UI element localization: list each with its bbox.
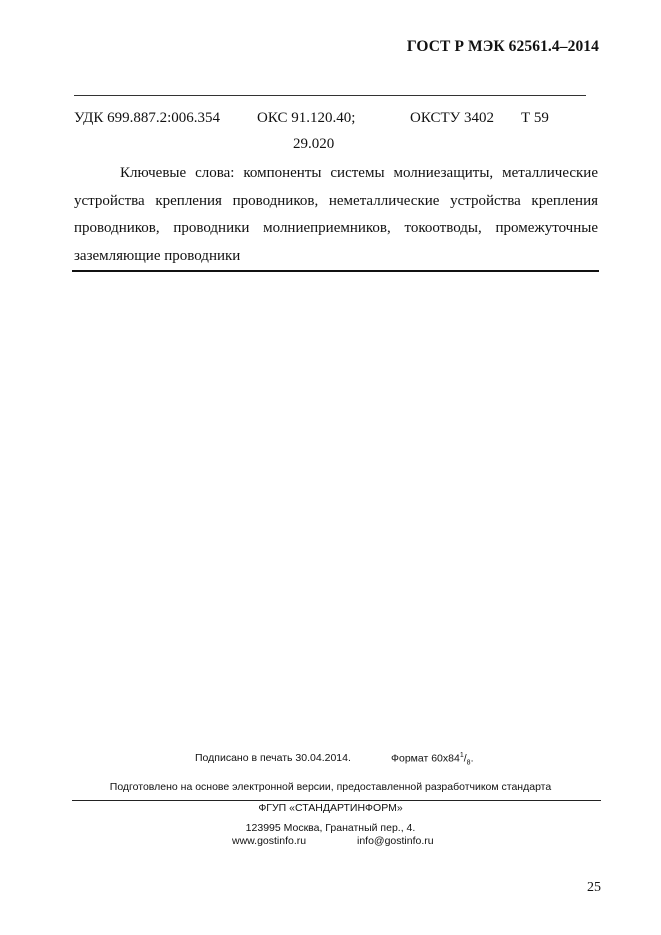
section-divider xyxy=(72,270,599,272)
signed-date: Подписано в печать 30.04.2014. xyxy=(195,752,351,764)
website-link[interactable]: www.gostinfo.ru xyxy=(232,835,307,847)
paper-format: Формат $60х84^1/_8$. xyxy=(391,752,474,767)
publisher-name: ФГУП «СТАНДАРТИНФОРМ» xyxy=(258,802,403,814)
publisher-address: 123995 Москва, Гранатный пер., 4. xyxy=(245,822,416,834)
separator-line xyxy=(74,95,586,96)
standard-title: ГОСТ Р МЭК 62561.4–2014 xyxy=(406,38,599,55)
page-number: 25 xyxy=(587,880,601,895)
oks-code: ОКС 91.120.40; xyxy=(257,110,356,126)
keywords-paragraph: Ключевые слова: компоненты системы молниезащиты, металлические устройства крепления проводников, неметаллические устройства крепления проводников, проводники молниеприемников, токоотводы, промежуточные заземляющие проводники xyxy=(74,165,598,264)
oks-code-continued: 29.020 xyxy=(293,136,335,152)
imprint-divider xyxy=(72,800,601,801)
prepared-note: Подготовлено на основе электронной версии, предоставленной разработчиком стандарта xyxy=(109,781,552,793)
udk-code: УДК 699.887.2:006.354 xyxy=(74,110,221,126)
email-link[interactable]: info@gostinfo.ru xyxy=(357,835,434,847)
okstu-code: ОКСТУ 3402 xyxy=(410,110,495,126)
t-code: Т 59 xyxy=(521,110,549,126)
